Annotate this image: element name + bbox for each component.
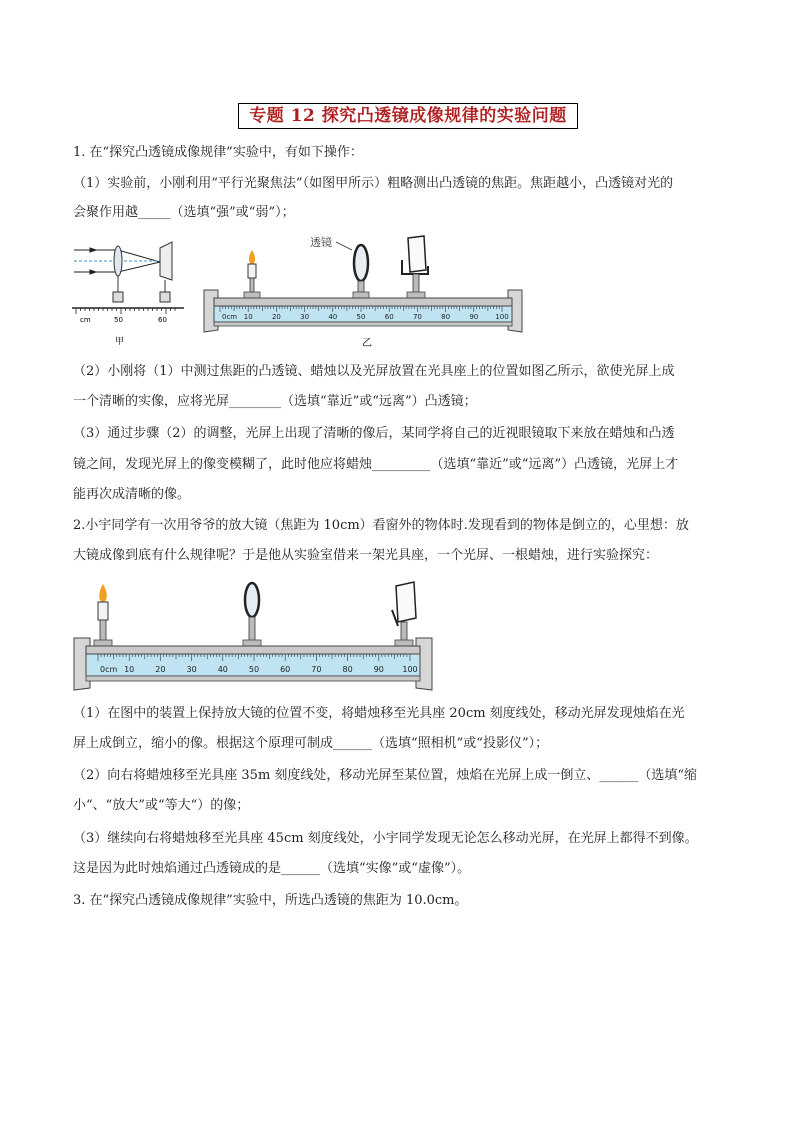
tick-label: 30 <box>300 313 310 321</box>
tick-label: 50 <box>356 313 366 321</box>
q1-part3-line3: 能再次成清晰的像。 <box>73 487 191 502</box>
convex-lens-icon <box>245 583 259 643</box>
q2-stem-line1: 2.小宇同学有一次用爷爷的放大镜（焦距为 10cm）看窗外的物体时.发现看到的物体是倒立的，心里想：放 <box>73 518 689 533</box>
tick-label: 70 <box>311 665 322 674</box>
q2-part2-line1: （2）向右将蜡烛移至光具座 35m 刻度线处，移动光屏至某位置，烛焰在光屏上成一倒立、______（选填“缩 <box>73 768 698 783</box>
figure-yi <box>200 228 530 350</box>
tick-label: 0cm <box>222 313 238 321</box>
tick-label: 60 <box>384 313 394 321</box>
tick-label: 100 <box>402 665 418 674</box>
tick-label: 50 <box>248 665 260 674</box>
tick-label: 90 <box>373 665 384 674</box>
q2-part1-line2: 屏上成倒立，缩小的像。根据这个原理可制成______（选填“照相机”或“投影仪”）； <box>73 736 549 751</box>
tick-label: 0cm <box>100 665 118 674</box>
tick-label: 50 <box>114 316 123 324</box>
stands <box>113 276 170 302</box>
q2-part3-line1: （3）继续向右将蜡烛移至光具座 45cm 刻度线处，小宇同学发现无论怎么移动光屏，在光屏上都得不到像。 <box>73 831 698 846</box>
candle-icon <box>98 584 108 642</box>
q2-part2-line2: 小“、“放大”或“等大“）的像； <box>73 798 250 813</box>
figure-q2-optical-bench <box>70 580 438 696</box>
optical-bench <box>74 638 432 690</box>
tick-label: 40 <box>328 313 338 321</box>
tick-label: 40 <box>217 665 228 674</box>
tick-label: 20 <box>271 313 281 321</box>
tick-label: 100 <box>495 313 509 321</box>
q2-stem-line2: 大镜成像到底有什么规律呢？于是他从实验室借来一架光具座，一个光屏、一根蜡烛，进行实验探究： <box>73 548 659 563</box>
candle-icon <box>248 250 256 292</box>
q2-part1-line1: （1）在图中的装置上保持放大镜的位置不变，将蜡烛移至光具座 20cm 刻度线处，移动光屏发现烛焰在光 <box>73 706 685 721</box>
page-title: 专题 12 探究凸透镜成像规律的实验问题 <box>238 103 578 129</box>
q1-part2-line1: （2）小刚将（1）中测过焦距的凸透镜、蜡烛以及光屏放置在光具座上的位置如图乙所示，欲使光屏上成 <box>73 364 675 379</box>
q1-part1-line2: 会聚作用越_____（选填“强”或“弱”）； <box>73 205 295 220</box>
tick-label: 30 <box>186 665 197 674</box>
q1-part2-line2: 一个清晰的实像，应将光屏________（选填“靠近”或“远离”）凸透镜； <box>73 394 477 409</box>
q1-stem: 1. 在“探究凸透镜成像规律”实验中，有如下操作： <box>73 145 363 160</box>
tick-label: 10 <box>243 313 253 321</box>
lens-label: 透镜 <box>310 236 332 249</box>
tick-label: 80 <box>342 665 353 674</box>
figure-caption: 乙 <box>362 338 372 349</box>
figure-jia <box>68 236 190 348</box>
convex-lens-icon <box>354 245 368 295</box>
tick-label: 80 <box>441 313 451 321</box>
q1-part3-line2: 镜之间，发现光屏上的像变模糊了，此时他应将蜡烛_________（选填“靠近”或“远离”）凸透镜，光屏上才 <box>73 457 679 472</box>
screen-icon <box>160 242 172 280</box>
screen-icon <box>402 236 428 294</box>
tick-label: 10 <box>124 665 135 674</box>
tick-label: 20 <box>155 665 166 674</box>
q1-part3-line1: （3）通过步骤（2）的调整，光屏上出现了清晰的像后，某同学将自己的近视眼镜取下来放在蜡烛和凸透 <box>73 426 675 441</box>
convex-lens-icon <box>114 246 122 276</box>
screen-icon <box>392 582 416 644</box>
tick-label: 70 <box>412 313 422 321</box>
tick-label: 60 <box>280 665 291 674</box>
tick-label: 90 <box>469 313 479 321</box>
q2-part3-line2: 这是因为此时烛焰通过凸透镜成的是______（选填“实像”或“虚像”）。 <box>73 861 471 876</box>
figure-caption: 甲 <box>115 337 125 347</box>
q1-part1-line1: （1）实验前，小刚利用“平行光聚焦法”（如图甲所示）粗略测出凸透镜的焦距。焦距越小，凸透镜对光的 <box>73 176 674 191</box>
q3-stem: 3. 在“探究凸透镜成像规律”实验中，所选凸透镜的焦距为 10.0cm。 <box>73 893 468 908</box>
ruler-ticks <box>76 308 175 314</box>
tick-label: 60 <box>158 316 167 324</box>
tick-label: cm <box>80 316 91 324</box>
